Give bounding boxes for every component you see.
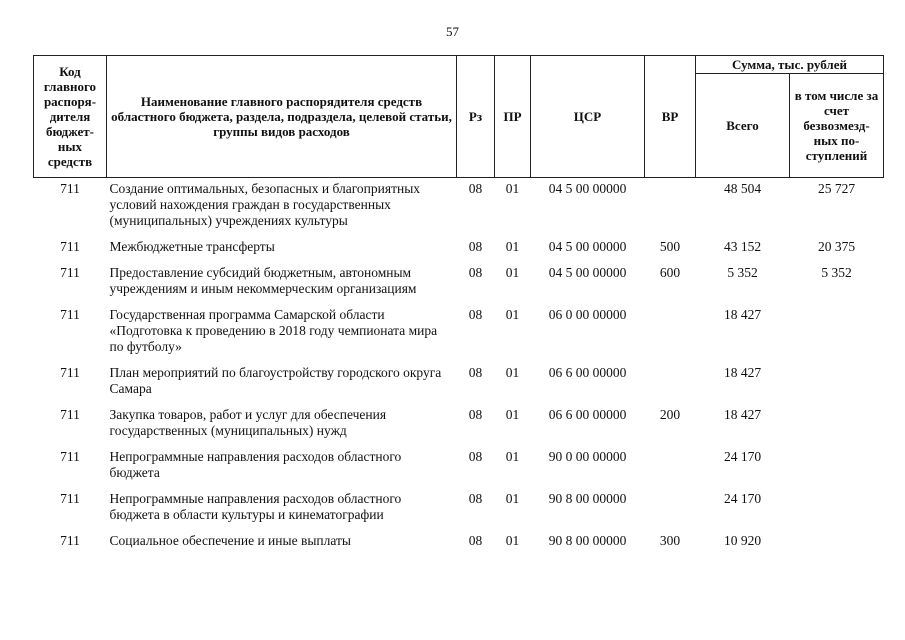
header-code: Код главного распоря-дителя бюджет-ных средств (34, 56, 107, 178)
cell-total: 24 170 (723, 449, 762, 464)
cell-total: 48 504 (723, 181, 762, 196)
cell-pr: 01 (505, 407, 520, 422)
cell-gratis (790, 307, 884, 365)
budget-table (33, 55, 884, 559)
cell-gratis: 5 352 (821, 265, 852, 280)
cell-code: 711 (60, 491, 80, 506)
cell-total: 5 352 (727, 265, 758, 280)
cell-csr: 04 5 00 00000 (548, 265, 627, 280)
cell-vr (645, 449, 696, 491)
cell-gratis: 20 375 (817, 239, 856, 254)
cell-code: 711 (60, 365, 80, 380)
table-row (34, 365, 884, 407)
cell-vr (645, 491, 696, 533)
cell-gratis (790, 491, 884, 533)
header-csr: ЦСР (531, 56, 645, 178)
cell-vr (645, 307, 696, 365)
cell-total: 10 920 (723, 533, 762, 548)
header-vr: ВР (645, 56, 696, 178)
cell-code: 711 (60, 307, 80, 322)
cell-pr: 01 (505, 533, 520, 548)
cell-csr: 06 6 00 00000 (548, 407, 627, 422)
table-body (34, 178, 884, 560)
table-row (34, 307, 884, 365)
cell-rz: 08 (468, 265, 483, 280)
cell-code: 711 (60, 407, 80, 422)
cell-name: План мероприятий по благоустройству городского округа Самара (109, 365, 442, 396)
header-gratis: в том числе за счет безвозмезд-ных по-ступлений (790, 74, 884, 178)
header-pr: ПР (495, 56, 531, 178)
cell-rz: 08 (468, 307, 483, 322)
table-row (34, 491, 884, 533)
header-total: Всего (696, 74, 790, 178)
cell-gratis (790, 533, 884, 559)
cell-rz: 08 (468, 239, 483, 254)
cell-vr: 600 (659, 265, 681, 280)
cell-csr: 04 5 00 00000 (548, 239, 627, 254)
cell-total: 43 152 (723, 239, 762, 254)
cell-pr: 01 (505, 239, 520, 254)
cell-rz: 08 (468, 181, 483, 196)
cell-rz: 08 (468, 449, 483, 464)
cell-gratis (790, 449, 884, 491)
table-header (34, 56, 884, 178)
header-rz: Рз (457, 56, 495, 178)
cell-vr (645, 178, 696, 240)
cell-name: Непрограммные направления расходов областного бюджета в области культуры и кинематографии (109, 491, 402, 522)
cell-vr: 500 (659, 239, 681, 254)
cell-rz: 08 (468, 407, 483, 422)
cell-gratis (790, 365, 884, 407)
cell-rz: 08 (468, 533, 483, 548)
cell-csr: 90 0 00 00000 (548, 449, 627, 464)
cell-csr: 04 5 00 00000 (548, 181, 627, 196)
cell-code: 711 (60, 265, 80, 280)
cell-csr: 90 8 00 00000 (548, 533, 627, 548)
page-number: 57 (446, 24, 459, 39)
cell-name: Государственная программа Самарской области «Подготовка к проведению в 2018 году чемпионата мира по футболу» (109, 307, 438, 354)
table-row (34, 178, 884, 240)
cell-code: 711 (60, 239, 80, 254)
table-row (34, 533, 884, 559)
cell-total: 24 170 (723, 491, 762, 506)
cell-name: Социальное обеспечение и иные выплаты (109, 533, 351, 548)
cell-pr: 01 (505, 365, 520, 380)
cell-csr: 06 0 00 00000 (548, 307, 627, 322)
cell-code: 711 (60, 449, 80, 464)
cell-name: Создание оптимальных, безопасных и благоприятных условий нахождения граждан в государственных (муниципальных) учреждениях культуры (109, 181, 421, 228)
cell-total: 18 427 (723, 307, 762, 322)
cell-rz: 08 (468, 491, 483, 506)
cell-name: Непрограммные направления расходов областного бюджета (109, 449, 402, 480)
table-row (34, 265, 884, 307)
cell-pr: 01 (505, 181, 520, 196)
cell-pr: 01 (505, 491, 520, 506)
cell-total: 18 427 (723, 407, 762, 422)
cell-code: 711 (60, 181, 80, 196)
table-row (34, 449, 884, 491)
cell-name: Межбюджетные трансферты (109, 239, 275, 254)
cell-pr: 01 (505, 265, 520, 280)
cell-gratis (790, 407, 884, 449)
cell-vr: 200 (659, 407, 681, 422)
header-sum: Сумма, тыс. рублей (696, 56, 884, 74)
header-name: Наименование главного распорядителя средств областного бюджета, раздела, подраздела, целевой статьи, группы видов расходов (107, 56, 457, 178)
cell-vr (645, 365, 696, 407)
table-row (34, 239, 884, 265)
cell-name: Закупка товаров, работ и услуг для обеспечения государственных (муниципальных) нужд (109, 407, 387, 438)
cell-csr: 90 8 00 00000 (548, 491, 627, 506)
cell-total: 18 427 (723, 365, 762, 380)
cell-code: 711 (60, 533, 80, 548)
cell-pr: 01 (505, 449, 520, 464)
cell-name: Предоставление субсидий бюджетным, автономным учреждениям и иным некоммерческим организациям (109, 265, 417, 296)
table-row (34, 407, 884, 449)
cell-rz: 08 (468, 365, 483, 380)
cell-gratis: 25 727 (817, 181, 856, 196)
cell-csr: 06 6 00 00000 (548, 365, 627, 380)
cell-vr: 300 (659, 533, 681, 548)
cell-pr: 01 (505, 307, 520, 322)
